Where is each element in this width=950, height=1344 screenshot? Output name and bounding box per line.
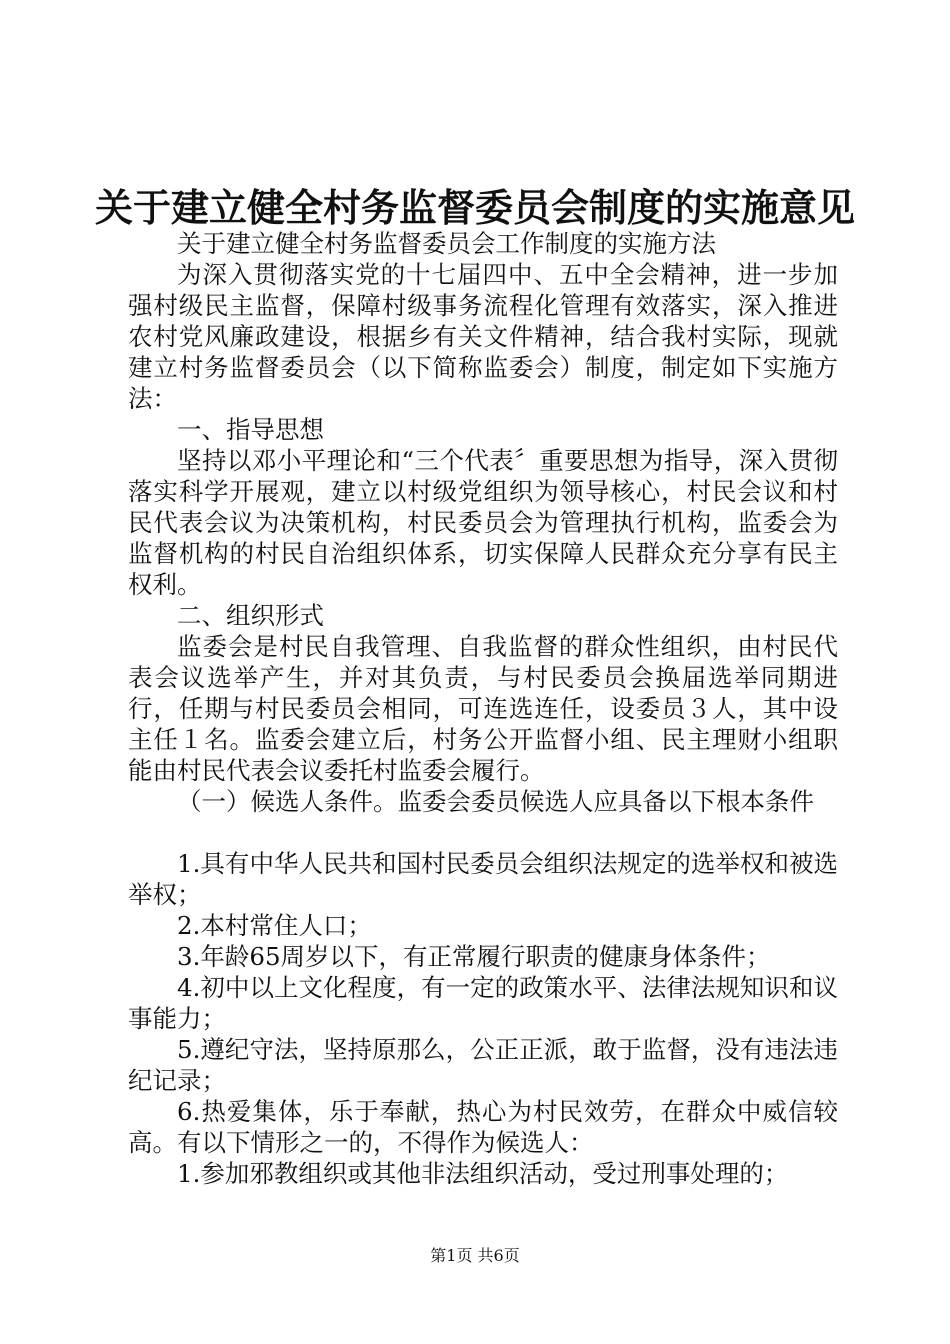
paragraph-intro: 为深入贯彻落实党的十七届四中、五中全会精神，进一步加强村级民主监督，保障村级事务流程化管理有效落实，深入推进农村党风廉政建设，根据乡有关文件精神，结合我村实际，现就建立村务监督委员会（以下简称监委会）制度，制定如下实施方法： [128,260,838,413]
document-title: 关于建立健全村务监督委员会制度的实施意见 [94,185,855,230]
list-item-condition-3: 3.年龄65周岁以下，有正常履行职责的健康身体条件； [177,942,771,971]
paragraph-guiding-thought: 坚持以邓小平理论和“三个代表〞重要思想为指导，深入贯彻落实科学开展观，建立以村级党组织为领导核心，村民会议和村民代表会议为决策机构，村民委员会为管理执行机构，监委会为监督机构的村民自治组织体系，切实保障人民群众充分享有民主权利。 [128,446,838,599]
list-item-condition-2: 2.本村常住人口； [177,911,372,940]
section-heading-guiding-thought: 一、指导思想 [177,415,324,444]
paragraph-candidate-conditions: （一）候选人条件。监委会委员候选人应具备以下根本条件 [177,787,814,816]
list-item-exclusion-1: 1.参加邪教组织或其他非法组织活动，受过刑事处理的； [177,1159,789,1188]
list-item-condition-4: 4.初中以上文化程度，有一定的政策水平、法律法规知识和议事能力； [128,973,838,1033]
section-heading-organization: 二、组织形式 [177,601,324,630]
list-item-condition-6: 6.热爱集体，乐于奉献，热心为村民效劳，在群众中威信较高。有以下情形之一的，不得作为候选人： [128,1097,838,1157]
list-item-condition-5: 5.遵纪守法，坚持原那么，公正正派，敢于监督，没有违法违纪记录； [128,1035,838,1095]
paragraph-subtitle: 关于建立健全村务监督委员会工作制度的实施方法 [177,229,716,258]
paragraph-organization: 监委会是村民自我管理、自我监督的群众性组织，由村民代表会议选举产生，并对其负责，与村民委员会换届选举同期进行，任期与村民委员会相同，可连选连任，设委员３人，其中设主任１名。监委会建立后，村务公开监督小组、民主理财小组职能由村民代表会议委托村监委会履行。 [128,632,838,785]
list-item-condition-1: 1.具有中华人民共和国村民委员会组织法规定的选举权和被选举权； [128,849,838,909]
page-number-footer: 第1页 共6页 [430,1246,520,1265]
document-body [128,228,838,1189]
